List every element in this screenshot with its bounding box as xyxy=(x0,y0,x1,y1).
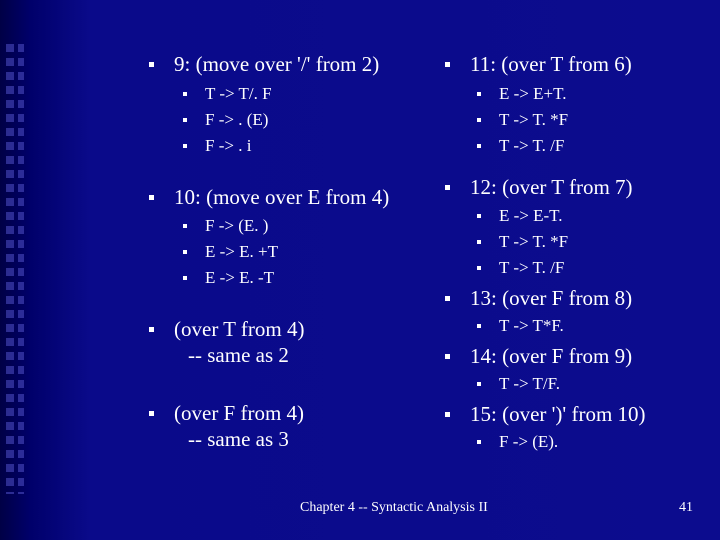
square-bullet-icon xyxy=(477,214,481,218)
square-bullet-icon xyxy=(477,92,481,96)
square-bullet-icon xyxy=(149,411,154,416)
heading-text: 9: (move over '/' from 2) xyxy=(174,52,380,76)
right-group-3-heading xyxy=(470,285,632,311)
left-group-1-item-2 xyxy=(205,107,268,133)
item-text: E -> E-T. xyxy=(499,206,563,225)
left-group-1-item-3 xyxy=(205,133,251,159)
heading-continuation: -- same as 2 xyxy=(188,343,289,367)
item-text: F -> . i xyxy=(205,136,252,155)
square-bullet-icon xyxy=(477,382,481,386)
right-group-5-item-1 xyxy=(499,429,558,455)
item-text: F -> (E). xyxy=(499,432,559,451)
square-bullet-icon xyxy=(183,92,187,96)
square-bullet-icon xyxy=(445,62,450,67)
square-bullet-icon xyxy=(445,412,450,417)
left-group-1-heading xyxy=(174,51,379,77)
left-group-2-item-1 xyxy=(205,213,268,239)
item-text: T -> T. *F xyxy=(499,110,569,129)
left-group-1-item-1 xyxy=(205,81,272,107)
square-bullet-icon xyxy=(149,195,154,200)
right-group-4-heading xyxy=(470,343,632,369)
right-group-3-item-1 xyxy=(499,313,564,339)
right-group-2-item-1 xyxy=(499,203,563,229)
square-bullet-icon xyxy=(477,266,481,270)
left-group-3-heading xyxy=(174,316,304,368)
right-group-2-heading xyxy=(470,174,633,200)
square-bullet-icon xyxy=(183,144,187,148)
item-text: T -> T/. F xyxy=(205,84,272,103)
square-bullet-icon xyxy=(183,118,187,122)
square-bullet-icon xyxy=(149,62,154,67)
heading-text: 14: (over F from 9) xyxy=(470,344,633,368)
item-text: E -> E+T. xyxy=(499,84,567,103)
heading-text: (over F from 4) xyxy=(174,401,305,425)
left-group-2-item-2 xyxy=(205,239,278,265)
heading-text: (over T from 4) xyxy=(174,317,305,341)
heading-text: 10: (move over E from 4) xyxy=(174,185,390,209)
heading-text: 12: (over T from 7) xyxy=(470,175,633,199)
decorative-square-pattern xyxy=(6,44,24,494)
square-bullet-icon xyxy=(477,240,481,244)
page-number: 41 xyxy=(679,500,693,515)
square-bullet-icon xyxy=(445,296,450,301)
item-text: T -> T/F. xyxy=(499,374,560,393)
square-bullet-icon xyxy=(477,324,481,328)
left-group-4-heading xyxy=(174,400,304,452)
heading-continuation: -- same as 3 xyxy=(188,427,289,451)
right-group-1-item-1 xyxy=(499,81,566,107)
heading-text: 11: (over T from 6) xyxy=(470,52,632,76)
left-group-2-item-3 xyxy=(205,265,274,291)
right-group-1-item-2 xyxy=(499,107,568,133)
right-group-1-heading xyxy=(470,51,632,77)
slide-footer: Chapter 4 -- Syntactic Analysis II xyxy=(300,500,488,515)
heading-text: 13: (over F from 8) xyxy=(470,286,633,310)
right-group-5-heading xyxy=(470,401,646,427)
square-bullet-icon xyxy=(477,118,481,122)
right-group-1-item-3 xyxy=(499,133,564,159)
square-bullet-icon xyxy=(149,327,154,332)
right-group-2-item-3 xyxy=(499,255,564,281)
square-bullet-icon xyxy=(445,185,450,190)
item-text: E -> E. -T xyxy=(205,268,275,287)
square-bullet-icon xyxy=(183,224,187,228)
item-text: F -> (E. ) xyxy=(205,216,269,235)
item-text: F -> . (E) xyxy=(205,110,269,129)
item-text: T -> T. *F xyxy=(499,232,569,251)
square-bullet-icon xyxy=(477,144,481,148)
right-group-2-item-2 xyxy=(499,229,568,255)
item-text: T -> T. /F xyxy=(499,258,565,277)
left-group-2-heading xyxy=(174,184,389,210)
right-group-4-item-1 xyxy=(499,371,560,397)
heading-text: 15: (over ')' from 10) xyxy=(470,402,646,426)
item-text: T -> T. /F xyxy=(499,136,565,155)
square-bullet-icon xyxy=(183,276,187,280)
square-bullet-icon xyxy=(445,354,450,359)
item-text: E -> E. +T xyxy=(205,242,278,261)
square-bullet-icon xyxy=(477,440,481,444)
square-bullet-icon xyxy=(183,250,187,254)
item-text: T -> T*F. xyxy=(499,316,564,335)
